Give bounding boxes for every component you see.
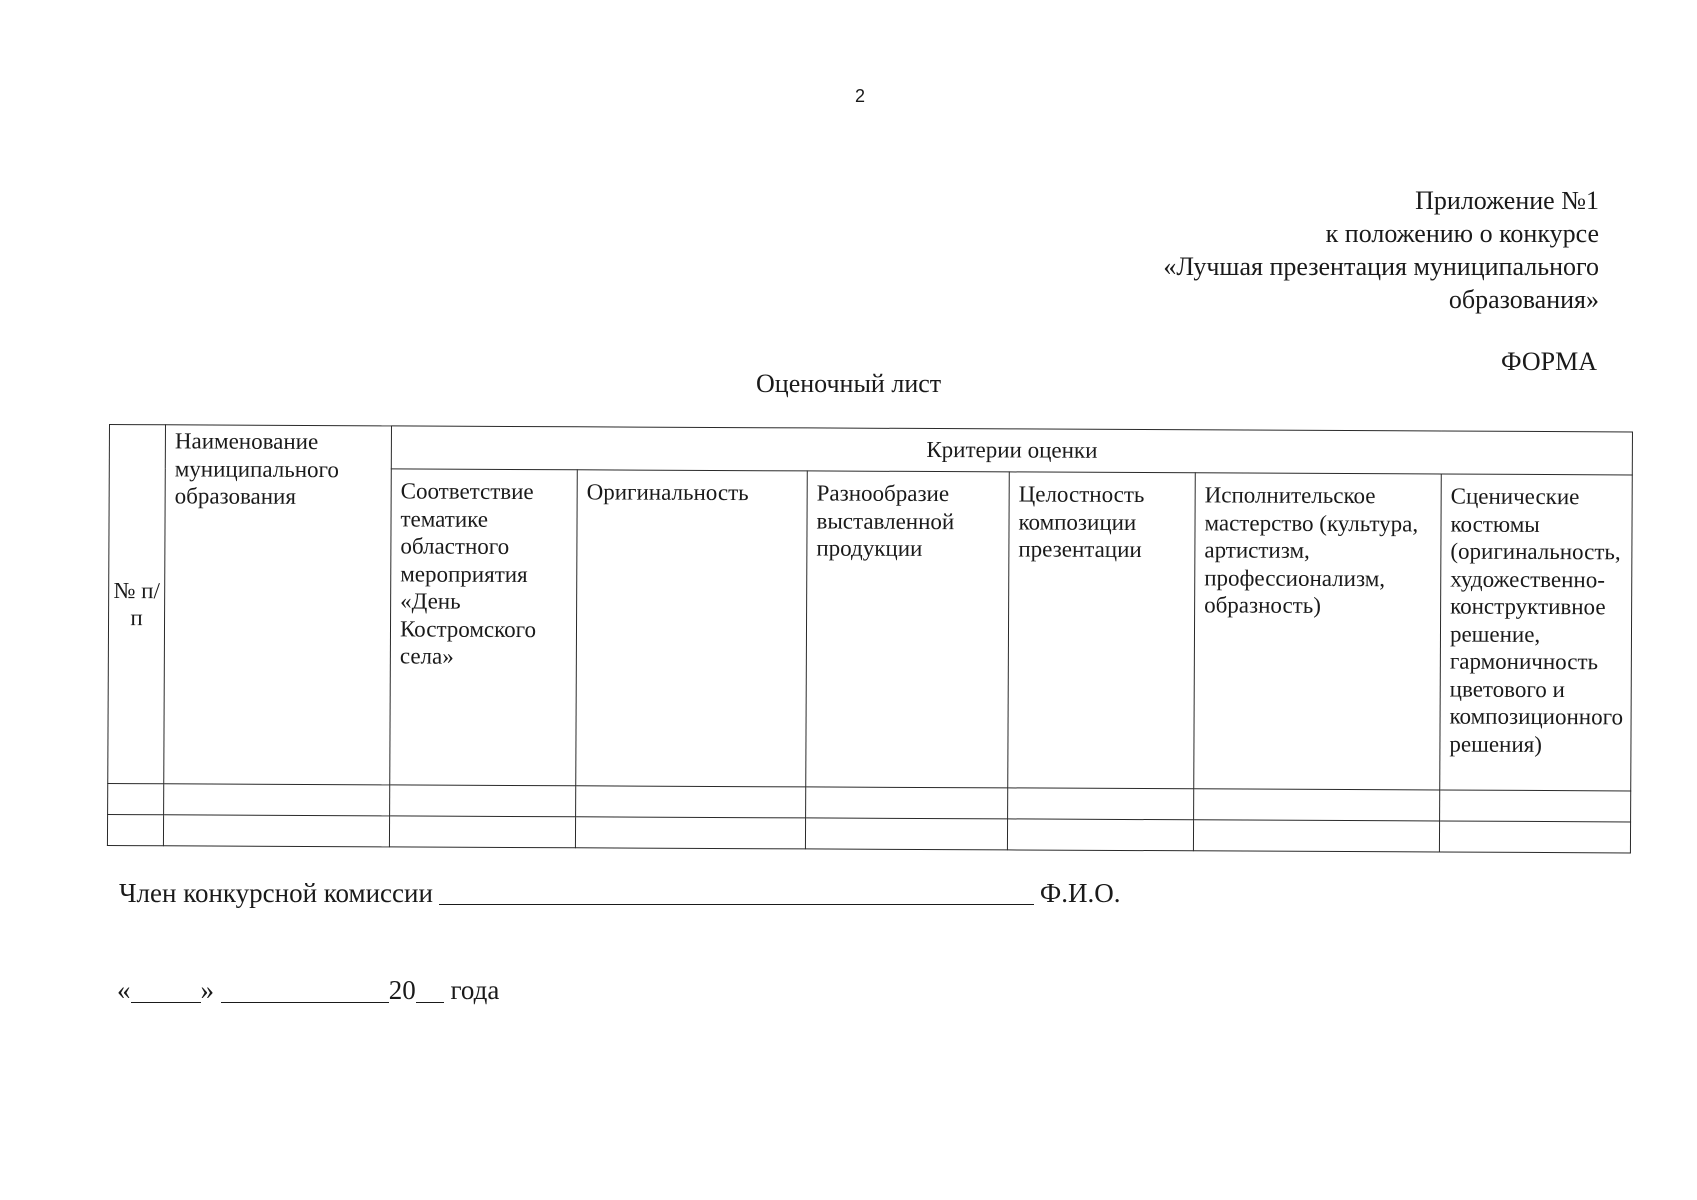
criterion-header: Разнообразие выставленной продукции xyxy=(806,471,1010,788)
table-cell[interactable] xyxy=(1193,820,1439,852)
appendix-line: к положению о конкурсе xyxy=(1325,219,1599,248)
table-cell[interactable] xyxy=(575,817,805,849)
criterion-header: Целостность композиции презентации xyxy=(1008,472,1196,789)
table-cell[interactable] xyxy=(389,816,575,848)
evaluation-table xyxy=(107,424,1633,853)
table-cell[interactable] xyxy=(164,784,390,816)
header-number: № п/п xyxy=(108,425,166,784)
criterion-header: Соответствие тематике областного мероприятия «День Костромского села» xyxy=(390,469,578,786)
date-open-quote: « xyxy=(117,975,131,1005)
table-cell[interactable] xyxy=(108,783,164,814)
table-cell[interactable] xyxy=(806,787,1008,819)
day-blank[interactable] xyxy=(131,976,201,1003)
header-criteria: Критерии оценки xyxy=(391,426,1632,475)
appendix-line: Приложение №1 xyxy=(1415,186,1599,215)
signature-line xyxy=(119,876,1120,909)
table-cell[interactable] xyxy=(163,815,389,847)
table-cell[interactable] xyxy=(1008,788,1194,820)
header-municipality: Наименование муниципального образования xyxy=(164,425,392,785)
year-blank[interactable] xyxy=(416,976,444,1003)
signature-blank[interactable] xyxy=(439,876,1034,905)
signature-label: Член конкурсной комиссии xyxy=(119,878,433,908)
table-cell[interactable] xyxy=(107,814,163,845)
year-prefix: 20 xyxy=(388,975,416,1005)
page-number: 2 xyxy=(854,86,865,106)
date-suffix: года xyxy=(450,975,500,1005)
table-cell[interactable] xyxy=(1439,821,1630,853)
criterion-header: Исполнительское мастерство (культура, артистизм, профессионализм, образность) xyxy=(1194,473,1442,790)
appendix-line: образования» xyxy=(1448,285,1599,314)
signature-suffix: Ф.И.О. xyxy=(1039,878,1121,908)
table-row xyxy=(107,814,1630,852)
table-header-row xyxy=(109,425,1632,475)
table-cell[interactable] xyxy=(1440,790,1631,822)
appendix-line: «Лучшая презентация муниципального xyxy=(1163,252,1599,281)
date-close-quote: » xyxy=(200,975,214,1005)
form-label: ФОРМА xyxy=(1501,347,1597,376)
table-cell[interactable] xyxy=(576,786,806,818)
criterion-header: Оригинальность xyxy=(576,470,808,787)
table-cell[interactable] xyxy=(1007,819,1193,851)
criterion-header: Сценические костюмы (оригинальность, художественно-конструктивное решение, гармоничность цветового и композиционного решения) xyxy=(1440,474,1633,791)
date-line xyxy=(117,975,499,1006)
table-cell[interactable] xyxy=(1194,789,1440,821)
month-blank[interactable] xyxy=(221,976,389,1003)
appendix-block xyxy=(979,184,1599,316)
sheet-title: Оценочный лист xyxy=(756,369,942,398)
table-cell[interactable] xyxy=(805,818,1007,850)
table-cell[interactable] xyxy=(390,785,576,817)
